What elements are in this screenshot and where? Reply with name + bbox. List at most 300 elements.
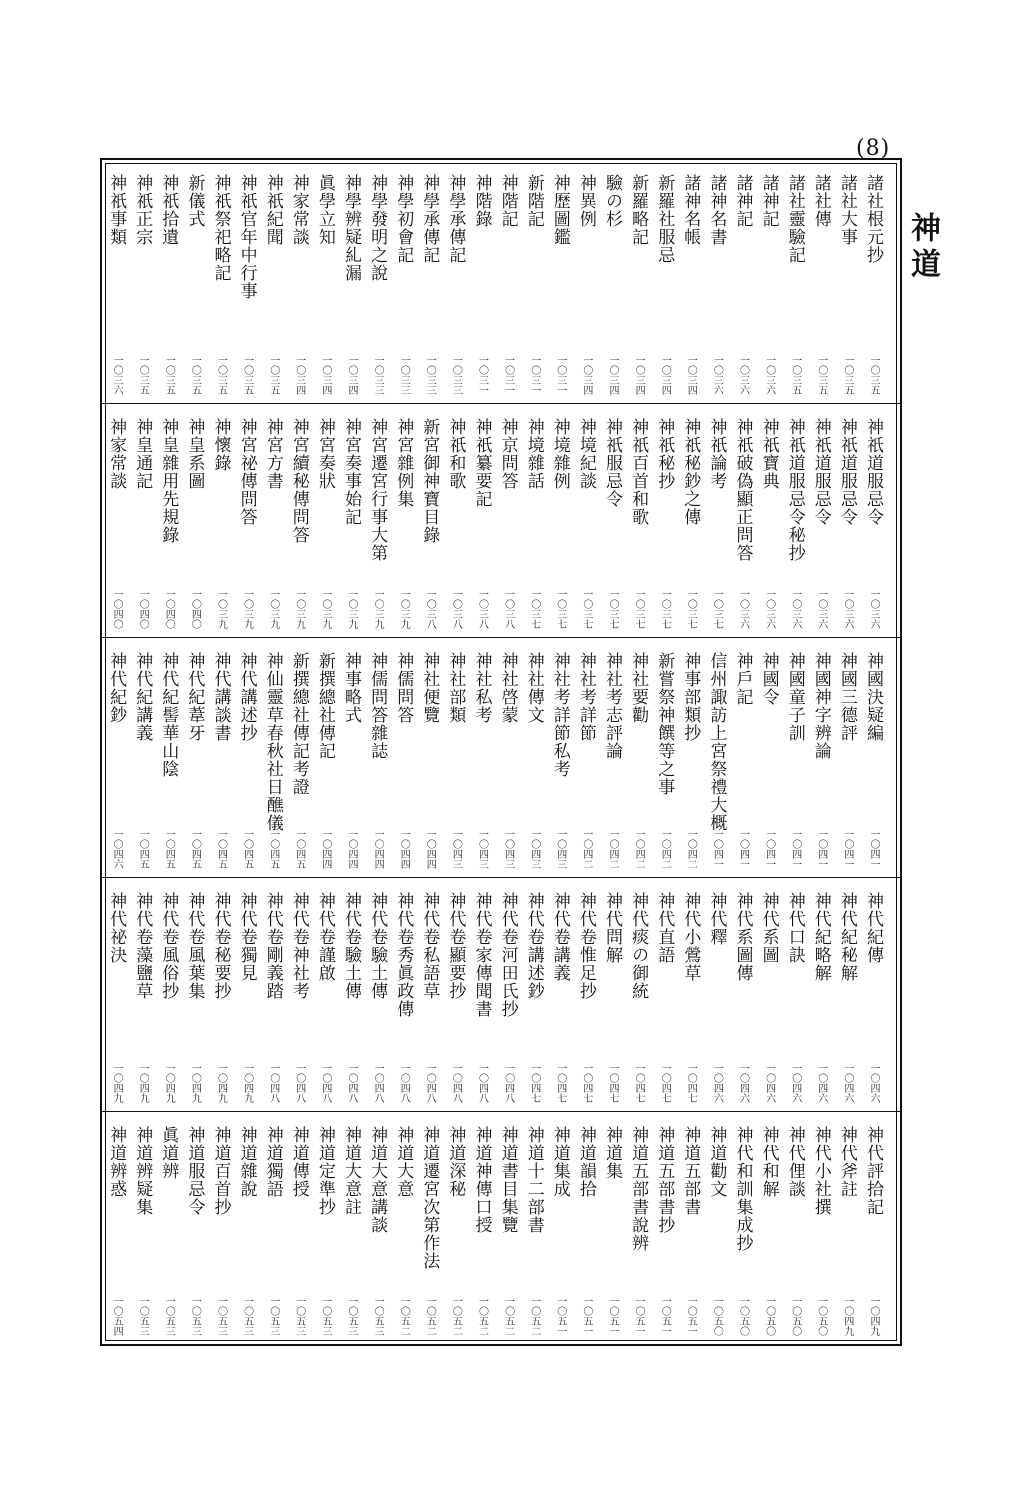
entry-title: 神代卷驗土傳 — [341, 892, 361, 1000]
entry-page-number: 一〇四五 — [293, 829, 305, 869]
index-entry — [312, 1112, 338, 1344]
entry-page-number: 一〇三九 — [241, 589, 253, 629]
entry-page-number: 一〇三五 — [267, 355, 279, 395]
entry-page-number: 一〇四四 — [346, 829, 357, 869]
entry-page-number: 一〇五一 — [580, 1296, 592, 1336]
index-entry — [599, 878, 625, 1111]
index-band — [102, 1112, 900, 1344]
entry-page-number: 一〇四七 — [659, 1063, 671, 1103]
entry-page-number: 一〇五三 — [215, 1296, 227, 1336]
entry-title: 神道大意 — [393, 1126, 414, 1198]
entry-title: 神境紀談 — [575, 418, 596, 490]
entry-title: 神祇道服忌令 — [863, 418, 883, 526]
index-entry — [286, 404, 312, 637]
index-entry — [416, 638, 442, 877]
index-entry — [469, 404, 495, 637]
entry-page-number: 一〇四三 — [450, 829, 462, 869]
entry-page-number: 一〇五一 — [633, 1296, 645, 1336]
index-entry — [599, 404, 625, 637]
entry-title: 信州諏訪上宮祭禮大概 — [706, 652, 727, 832]
entry-page-number: 一〇三九 — [267, 589, 279, 629]
index-band — [102, 878, 900, 1112]
entry-title: 神道五部書 — [680, 1126, 701, 1216]
entry-title: 神代小社撰 — [810, 1126, 831, 1216]
entry-title: 神代紀髻華山陰 — [158, 652, 179, 778]
entry-page-number: 一〇五〇 — [815, 1296, 827, 1336]
index-entry — [547, 160, 573, 403]
index-entry — [547, 1112, 573, 1344]
entry-title: 神代講述抄 — [236, 652, 257, 742]
entry-page-number: 一〇五〇 — [737, 1296, 749, 1336]
entry-title: 新儀式 — [184, 174, 205, 228]
entry-title: 神祇官年中行事 — [236, 174, 257, 300]
entry-title: 驗の杉 — [602, 174, 622, 228]
index-entry — [260, 878, 286, 1111]
index-entry — [703, 878, 729, 1111]
index-entry — [521, 160, 547, 403]
index-entry — [625, 1112, 651, 1344]
index-entry — [495, 878, 521, 1111]
index-entry — [599, 160, 625, 403]
entry-title: 神祇祭祀略記 — [210, 174, 231, 282]
entry-title: 神宮奏事始記 — [341, 418, 361, 526]
entry-title: 神祇服忌令 — [602, 418, 622, 508]
entry-page-number: 一〇三六 — [111, 355, 123, 395]
entry-title: 神道大意講談 — [367, 1126, 388, 1234]
index-entry — [103, 160, 129, 403]
entry-title: 神代評拾記 — [863, 1126, 883, 1216]
entry-title: 神皇雜用先規錄 — [158, 418, 179, 544]
entry-page-number: 一〇四一 — [711, 829, 723, 869]
entry-title: 神代問解 — [602, 892, 622, 964]
index-entry — [390, 1112, 416, 1344]
entry-title: 神代祕決 — [106, 892, 127, 964]
entry-page-number: 一〇三六 — [841, 589, 853, 629]
entry-title: 神代卷神社考 — [288, 892, 309, 1000]
index-entry — [547, 638, 573, 877]
entry-title: 神道神傳口授 — [471, 1126, 492, 1234]
entry-page-number: 一〇五二 — [450, 1296, 462, 1336]
index-entry — [860, 160, 886, 403]
entry-title: 神事部類抄 — [680, 652, 701, 742]
entry-title: 新階記 — [523, 174, 544, 228]
entry-title: 神道十二部書 — [523, 1126, 544, 1234]
entry-page-number: 一〇四一 — [763, 829, 775, 869]
index-entry — [416, 160, 442, 403]
entry-title: 神祇紀聞 — [262, 174, 283, 246]
index-entry — [469, 638, 495, 877]
index-entry — [155, 878, 181, 1111]
entry-title: 神宮祕傳問答 — [236, 418, 257, 526]
entry-title: 神國神字辨論 — [810, 652, 831, 760]
entry-title: 神學初會記 — [393, 174, 414, 264]
entry-page-number: 一〇三九 — [346, 589, 357, 629]
index-entry — [469, 160, 495, 403]
index-entry — [730, 1112, 756, 1344]
entry-page-number: 一〇四九 — [241, 1063, 253, 1103]
entry-title: 神代卷風葉集 — [184, 892, 205, 1000]
entry-title: 神道獨語 — [262, 1126, 283, 1198]
entry-title: 神宮雜例集 — [393, 418, 414, 508]
entry-title: 神代卷家傳聞書 — [471, 892, 492, 1018]
entry-title: 諸社傳 — [810, 174, 831, 228]
index-entry — [181, 160, 207, 403]
entry-page-number: 一〇三四 — [319, 355, 331, 395]
entry-title: 新撰總社傳記 — [314, 652, 335, 760]
entry-title: 神道雜說 — [236, 1126, 257, 1198]
entry-title: 神代卷剛義踏 — [262, 892, 283, 1000]
entry-page-number: 一〇四六 — [763, 1063, 775, 1103]
index-entry — [625, 160, 651, 403]
index-entry — [547, 878, 573, 1111]
index-entry — [521, 878, 547, 1111]
entry-page-number: 一〇四八 — [346, 1063, 357, 1103]
entry-page-number: 一〇四八 — [293, 1063, 305, 1103]
entry-page-number: 一〇四三 — [528, 829, 540, 869]
entry-page-number: 一〇三三 — [450, 355, 462, 395]
index-entry — [260, 1112, 286, 1344]
entry-title: 神代卷講述鈔 — [523, 892, 544, 1000]
entry-title: 眞學立知 — [314, 174, 335, 246]
entry-title: 神代卷顯要抄 — [445, 892, 466, 1000]
index-entry — [181, 878, 207, 1111]
index-entry — [730, 878, 756, 1111]
entry-page-number: 一〇五一 — [659, 1296, 671, 1336]
entry-page-number: 一〇四九 — [163, 1063, 175, 1103]
entry-page-number: 一〇三九 — [293, 589, 305, 629]
index-entry — [208, 878, 234, 1111]
entry-page-number: 一〇五三 — [137, 1296, 149, 1336]
entry-page-number: 一〇三八 — [502, 589, 514, 629]
entry-title: 神祇道服忌令 — [810, 418, 831, 526]
entry-page-number: 一〇三六 — [737, 589, 749, 629]
entry-title: 神祇事類 — [106, 174, 127, 246]
entry-title: 神道大意註 — [341, 1126, 361, 1216]
index-entry — [625, 878, 651, 1111]
index-entry — [730, 404, 756, 637]
entry-page-number: 一〇三三 — [372, 355, 384, 395]
entry-title: 新羅略記 — [628, 174, 649, 246]
index-entry — [390, 160, 416, 403]
index-entry — [677, 638, 703, 877]
entry-title: 神道五部書抄 — [654, 1126, 675, 1234]
entry-page-number: 一〇四八 — [424, 1063, 436, 1103]
index-entry — [155, 1112, 181, 1344]
entry-page-number: 一〇三八 — [450, 589, 462, 629]
index-entry — [730, 160, 756, 403]
entry-page-number: 一〇四四 — [319, 829, 331, 869]
entry-title: 神儒問答 — [393, 652, 414, 724]
entry-title: 神階記 — [497, 174, 518, 228]
entry-title: 神代卷河田氏抄 — [497, 892, 518, 1018]
entry-page-number: 一〇五三 — [267, 1296, 279, 1336]
entry-title: 神國決疑編 — [863, 652, 883, 742]
index-entry — [155, 638, 181, 877]
index-entry — [442, 1112, 468, 1344]
index-entry — [573, 1112, 599, 1344]
entry-title: 神祇拾遺 — [158, 174, 179, 246]
entry-title: 神懷錄 — [210, 418, 231, 472]
entry-page-number: 一〇三六 — [711, 355, 723, 395]
entry-page-number: 一〇三四 — [607, 355, 618, 395]
page-number: (8) — [856, 136, 891, 161]
index-entry — [129, 638, 155, 877]
index-entry — [651, 160, 677, 403]
entry-title: 神代卷惟足抄 — [575, 892, 596, 1000]
entry-page-number: 一〇四六 — [841, 1063, 853, 1103]
index-entry — [573, 638, 599, 877]
entry-page-number: 一〇四九 — [189, 1063, 201, 1103]
entry-page-number: 一〇五〇 — [763, 1296, 775, 1336]
index-entry — [834, 878, 860, 1111]
index-entry — [234, 878, 260, 1111]
entry-page-number: 一〇四八 — [372, 1063, 384, 1103]
entry-page-number: 一〇四二 — [685, 829, 697, 869]
entry-page-number: 一〇四五 — [215, 829, 227, 869]
index-entry — [312, 878, 338, 1111]
entry-title: 神社便覽 — [419, 652, 440, 724]
entry-title: 神學承傳記 — [445, 174, 466, 264]
entry-page-number: 一〇四五 — [163, 829, 175, 869]
entry-page-number: 一〇三五 — [163, 355, 175, 395]
entry-title: 神社啓蒙 — [497, 652, 518, 724]
entry-title: 諸社靈驗記 — [784, 174, 805, 264]
entry-page-number: 一〇四三 — [502, 829, 514, 869]
entry-title: 神代系圖傳 — [732, 892, 753, 982]
entry-title: 神代和訓集成抄 — [732, 1126, 753, 1252]
entry-title: 神仙靈草春秋社日醮儀 — [262, 652, 283, 832]
entry-title: 神社要勸 — [628, 652, 649, 724]
entry-title: 諸神名帳 — [680, 174, 701, 246]
entry-title: 神代口訣 — [784, 892, 805, 964]
entry-title: 神祇和歌 — [445, 418, 466, 490]
entry-title: 神社考志評論 — [602, 652, 622, 760]
entry-title: 神國令 — [758, 652, 779, 706]
entry-title: 神境雜例 — [549, 418, 570, 490]
entry-title: 神道服忌令 — [184, 1126, 205, 1216]
index-entry — [730, 638, 756, 877]
entry-title: 神祇論考 — [706, 418, 727, 490]
entry-page-number: 一〇三一 — [476, 355, 488, 395]
index-entry — [234, 1112, 260, 1344]
entry-page-number: 一〇四七 — [580, 1063, 592, 1103]
entry-page-number: 一〇四一 — [868, 829, 879, 869]
entry-title: 神祇秘抄 — [654, 418, 675, 490]
entry-page-number: 一〇三六 — [763, 589, 775, 629]
entry-title: 神皇系圖 — [184, 418, 205, 490]
index-entry — [547, 404, 573, 637]
index-entry — [651, 638, 677, 877]
entry-title: 神社部類 — [445, 652, 466, 724]
entry-page-number: 一〇四六 — [815, 1063, 827, 1103]
index-entry — [860, 638, 886, 877]
entry-title: 神代痰の御統 — [628, 892, 649, 1000]
entry-title: 神國三德評 — [836, 652, 857, 742]
index-entry — [495, 1112, 521, 1344]
entry-page-number: 一〇四九 — [137, 1063, 149, 1103]
index-entry — [782, 638, 808, 877]
index-entry — [573, 404, 599, 637]
entry-title: 神祇秘鈔之傳 — [680, 418, 701, 526]
entry-title: 神道韻拾 — [575, 1126, 596, 1198]
entry-title: 神學承傳記 — [419, 174, 440, 264]
index-entry — [599, 638, 625, 877]
entry-page-number: 一〇五一 — [685, 1296, 697, 1336]
entry-page-number: 一〇三七 — [711, 589, 723, 629]
entry-page-number: 一〇四五 — [241, 829, 253, 869]
entry-page-number: 一〇四八 — [398, 1063, 410, 1103]
entry-page-number: 一〇三五 — [241, 355, 253, 395]
index-band — [102, 638, 900, 878]
index-entry — [756, 160, 782, 403]
entry-title: 神代俚談 — [784, 1126, 805, 1198]
entry-page-number: 一〇五二 — [476, 1296, 488, 1336]
index-entry — [181, 404, 207, 637]
index-entry — [808, 878, 834, 1111]
entry-page-number: 一〇四七 — [685, 1063, 697, 1103]
index-entry — [703, 638, 729, 877]
entry-title: 神家常談 — [106, 418, 127, 490]
entry-page-number: 一〇三六 — [789, 589, 801, 629]
index-entry — [338, 160, 364, 403]
entry-page-number: 一〇五二 — [528, 1296, 540, 1336]
index-entry — [364, 1112, 390, 1344]
entry-title: 諸社根元抄 — [863, 174, 883, 264]
entry-page-number: 一〇三一 — [528, 355, 540, 395]
entry-title: 神代卷秘要抄 — [210, 892, 231, 1000]
entry-page-number: 一〇四一 — [789, 829, 801, 869]
index-entry — [808, 1112, 834, 1344]
entry-page-number: 一〇四六 — [711, 1063, 723, 1103]
index-entry — [756, 638, 782, 877]
index-entry — [860, 1112, 886, 1344]
entry-page-number: 一〇三六 — [815, 589, 827, 629]
index-entry — [338, 404, 364, 637]
entry-title: 神學發明之說 — [367, 174, 388, 282]
entry-page-number: 一〇四二 — [580, 829, 592, 869]
entry-page-number: 一〇五一 — [607, 1296, 618, 1336]
index-entry — [155, 160, 181, 403]
entry-title: 神道深秘 — [445, 1126, 466, 1198]
entry-title: 神戶記 — [732, 652, 753, 706]
entry-title: 神階錄 — [471, 174, 492, 228]
entry-page-number: 一〇五三 — [372, 1296, 384, 1336]
entry-title: 神社傳文 — [523, 652, 544, 724]
entry-page-number: 一〇五三 — [163, 1296, 175, 1336]
index-entry — [338, 638, 364, 877]
entry-page-number: 一〇五三 — [319, 1296, 331, 1336]
entry-page-number: 一〇四〇 — [137, 589, 149, 629]
entry-title: 神祇破偽顯正問答 — [732, 418, 753, 562]
entry-page-number: 一〇四九 — [111, 1063, 123, 1103]
entry-title: 神異例 — [575, 174, 596, 228]
entry-title: 神代卷私語草 — [419, 892, 440, 1000]
entry-title: 神代斧註 — [836, 1126, 857, 1198]
entry-page-number: 一〇三五 — [137, 355, 149, 395]
entry-page-number: 一〇三八 — [476, 589, 488, 629]
entry-title: 神社私考 — [471, 652, 492, 724]
index-entry — [103, 638, 129, 877]
entry-page-number: 一〇四五 — [189, 829, 201, 869]
entry-title: 神祇道服忌令秘抄 — [784, 418, 805, 562]
entry-title: 神祇正宗 — [132, 174, 153, 246]
entry-title: 神道傳授 — [288, 1126, 309, 1198]
entry-title: 神家常談 — [288, 174, 309, 246]
entry-title: 神道集成 — [549, 1126, 570, 1198]
entry-title: 神道五部書說辨 — [628, 1126, 649, 1252]
entry-page-number: 一〇四九 — [841, 1296, 853, 1336]
entry-page-number: 一〇四〇 — [189, 589, 201, 629]
entry-title: 神代紀秘解 — [836, 892, 857, 982]
entry-title: 神宮方書 — [262, 418, 283, 490]
entry-page-number: 一〇四二 — [633, 829, 645, 869]
entry-page-number: 一〇四三 — [476, 829, 488, 869]
entry-page-number: 一〇四三 — [554, 829, 566, 869]
entry-page-number: 一〇三三 — [398, 355, 410, 395]
index-entry — [703, 160, 729, 403]
index-entry — [834, 1112, 860, 1344]
entry-page-number: 一〇三七 — [528, 589, 540, 629]
index-entry — [651, 1112, 677, 1344]
entry-page-number: 一〇三一 — [554, 355, 566, 395]
entry-page-number: 一〇三九 — [319, 589, 331, 629]
entry-page-number: 一〇四七 — [554, 1063, 566, 1103]
entry-title: 神代卷講義 — [549, 892, 570, 982]
entry-title: 神宮續秘傳問答 — [288, 418, 309, 544]
entry-page-number: 一〇三四 — [293, 355, 305, 395]
entry-title: 神代釋 — [706, 892, 727, 946]
index-entry — [521, 1112, 547, 1344]
index-entry — [338, 1112, 364, 1344]
index-entry — [782, 404, 808, 637]
entry-page-number: 一〇四九 — [868, 1296, 879, 1336]
entry-title: 新宮御神寶目錄 — [419, 418, 440, 544]
index-entry — [442, 404, 468, 637]
entry-page-number: 一〇三九 — [398, 589, 410, 629]
index-entry — [260, 638, 286, 877]
entry-page-number: 一〇四二 — [607, 829, 618, 869]
index-entry — [286, 1112, 312, 1344]
index-entry — [834, 160, 860, 403]
entry-page-number: 一〇三九 — [215, 589, 227, 629]
index-entry — [625, 404, 651, 637]
entry-page-number: 一〇三一 — [502, 355, 514, 395]
entry-title: 神代卷秀眞政傳 — [393, 892, 414, 1018]
entry-title: 神道勸文 — [706, 1126, 727, 1198]
index-entry — [677, 404, 703, 637]
index-entry — [651, 404, 677, 637]
index-entry — [625, 638, 651, 877]
entry-page-number: 一〇四八 — [450, 1063, 462, 1103]
entry-page-number: 一〇四六 — [789, 1063, 801, 1103]
index-entry — [703, 1112, 729, 1344]
entry-page-number: 一〇五一 — [554, 1296, 566, 1336]
entry-title: 神代紀講義 — [132, 652, 153, 742]
entry-title: 神事略式 — [341, 652, 361, 724]
entry-title: 神祇百首和歌 — [628, 418, 649, 526]
entry-title: 神道辨疑集 — [132, 1126, 153, 1216]
entry-page-number: 一〇四一 — [737, 829, 749, 869]
index-entry — [364, 878, 390, 1111]
entry-page-number: 一〇四〇 — [111, 589, 123, 629]
index-entry — [677, 160, 703, 403]
entry-title: 神代系圖 — [758, 892, 779, 964]
entry-page-number: 一〇三四 — [580, 355, 592, 395]
index-entry — [181, 1112, 207, 1344]
index-entry — [860, 878, 886, 1111]
index-entry — [521, 638, 547, 877]
entry-page-number: 一〇三九 — [372, 589, 384, 629]
